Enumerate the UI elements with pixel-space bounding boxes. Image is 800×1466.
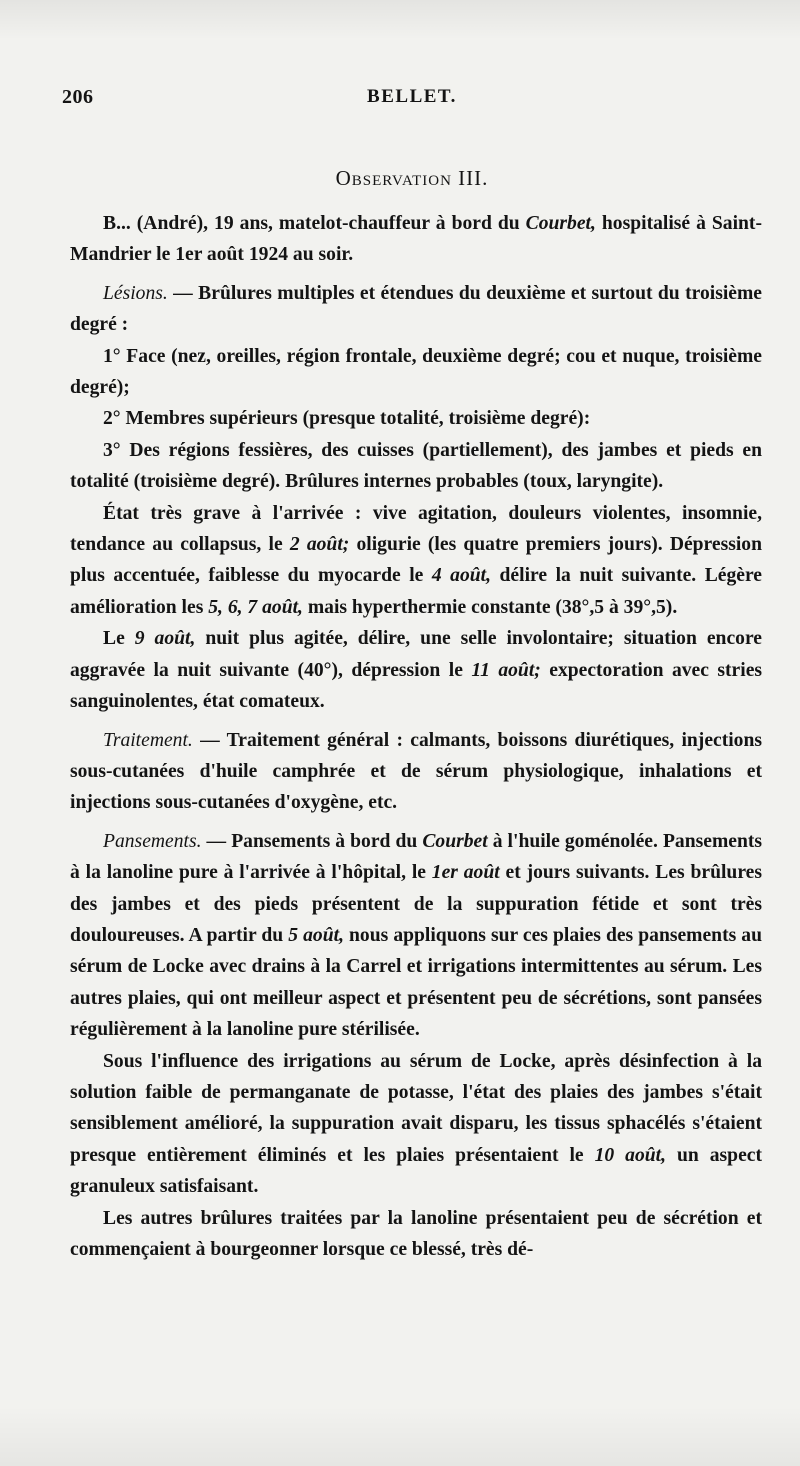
page-header <box>62 86 762 116</box>
italic-text: 2 août; <box>289 534 350 556</box>
page-number: 206 <box>62 86 94 108</box>
text-run: à l'huile goménolée. Pansements à la lanoline pure à l'arrivée à l'hôpital, le <box>70 830 763 884</box>
scan-shadow-bottom <box>0 1406 800 1466</box>
text-run: B... (André), 19 ans, matelot-chauffeur à bord du <box>103 213 526 234</box>
paragraph-lead-heading: Traitement. <box>103 729 193 751</box>
scan-shadow-top <box>0 0 800 40</box>
text-run: délire la nuit suivante. Légère amélioration les <box>70 565 762 618</box>
paragraph <box>70 623 762 717</box>
body-text <box>70 208 762 1265</box>
text-run: nuit plus agitée, délire, une selle involontaire; situation encore aggravée la nuit suivante (40°), dépression le <box>70 628 762 681</box>
text-run: — Brûlures multiples et étendues du deuxième et surtout du troisième degré : <box>70 282 762 336</box>
text-run: Sous l'influence des irrigations au sérum de Locke, après désinfection à la solution faible de permanganate de potasse, l'état des plaies des jambes s'était sensiblement amélioré, la suppuration avait disparu, les tissus sphacélés s'étaient presque entièrement éliminés et les plaies présentaient le <box>70 1050 762 1166</box>
text-run: mais hyperthermie constante (38°,5 à 39°,5). <box>302 596 678 618</box>
text-run: nous appliquons sur ces plaies des pansements au sérum de Locke avec drains à la Carrel et irrigations intermittentes au sérum. Les autres plaies, qui ont meilleur aspect et présentent peu de sécrétions, sont pansées régulièrement à la lanoline pure stérilisée. <box>70 924 762 1041</box>
paragraph <box>70 435 762 498</box>
italic-text: 9 août, <box>134 628 196 650</box>
paragraph <box>70 341 762 404</box>
paragraph <box>70 208 762 271</box>
paragraph <box>70 1203 762 1266</box>
text-run: 3° Des régions fessières, des cuisses (partiellement), des jambes et pieds en totalité (troisième degré). Brûlures internes probables (toux, laryngite). <box>70 439 762 493</box>
italic-text: 5 août, <box>288 924 344 946</box>
text-run: un aspect granuleux satisfaisant. <box>70 1144 762 1198</box>
paragraph <box>70 403 762 434</box>
italic-text: 5, 6, 7 août, <box>208 596 303 618</box>
text-run: — Traitement général : calmants, boissons diurétiques, injections sous-cutanées d'huile camphrée et de sérum physiologique, inhalations et injections sous-cutanées d'oxygène, etc. <box>70 729 762 814</box>
italic-text: Courbet, <box>525 213 596 234</box>
italic-text: 1er août <box>431 862 500 884</box>
text-run: État très grave à l'arrivée : vive agitation, douleurs violentes, insomnie, tendance au collapsus, le <box>70 502 762 556</box>
paragraph <box>70 826 762 1046</box>
text-run: oligurie (les quatre premiers jours). Dépression plus accentuée, faiblesse du myocarde le <box>70 534 762 587</box>
paragraph-lead-heading: Lésions. <box>103 282 168 304</box>
text-run: — Pansements à bord du <box>201 830 423 852</box>
paragraph-lead-heading: Pansements. <box>103 830 202 852</box>
text-run: hospitalisé à Saint-Mandrier le 1er août 1924 au soir. <box>70 213 762 266</box>
text-run: 2° Membres supérieurs (presque totalité, troisième degré): <box>103 408 591 430</box>
running-head: BELLET. <box>367 86 457 107</box>
italic-text: 4 août, <box>431 565 492 587</box>
italic-text: 10 août, <box>594 1144 666 1166</box>
text-run: 1° Face (nez, oreilles, région frontale, deuxième degré; cou et nuque, troisième degré); <box>70 345 762 399</box>
text-run: Le <box>103 628 135 650</box>
italic-text: Courbet <box>422 830 488 852</box>
paragraph <box>70 278 762 341</box>
section-title: Observation III. <box>335 166 489 190</box>
paragraph <box>70 1046 762 1203</box>
text-run: et jours suivants. Les brûlures des jambes et des pieds présentent de la suppuration fétide et sont très douloureuses. A partir du <box>70 862 762 946</box>
paragraph <box>70 725 762 819</box>
italic-text: 11 août; <box>471 659 541 681</box>
text-run: expectoration avec stries sanguinolentes, état comateux. <box>70 659 763 713</box>
paragraph <box>70 498 762 624</box>
text-run: Les autres brûlures traitées par la lanoline présentaient peu de sécrétion et commençaient à bourgeonner lorsque ce blessé, très dé- <box>70 1207 762 1260</box>
